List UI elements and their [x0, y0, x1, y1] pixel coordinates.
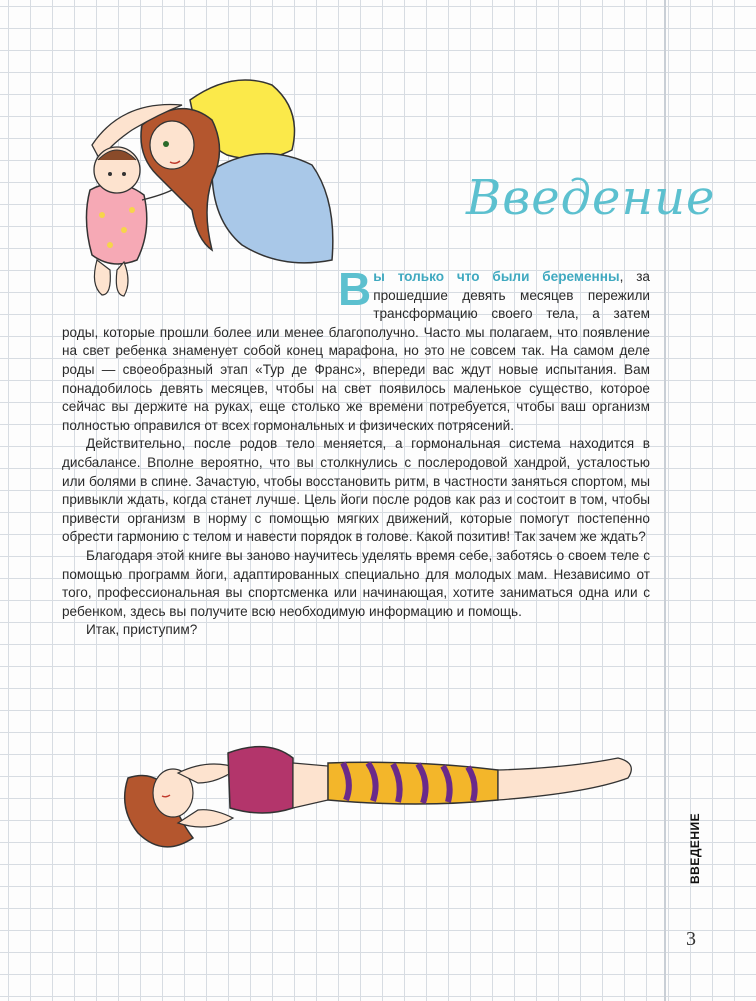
lying-woman-illustration [118, 738, 648, 868]
paragraph-intro [62, 263, 650, 435]
margin-rule [664, 0, 666, 1001]
paragraph-intro-rest: , за прошедшие девять месяцев пережили трансформацию своего тела, а затем роды, которые прошли более или менее благополучно. Часто мы полагаем, что появление на свет ребенка знаменует собой конец марафона, но это не совсем так. На самом деле роды — своеобразный этап «Тур де Франс», впереди вас ждут новые испытания. Вам понадобилось девять месяцев, чтобы на свет появилось маленькое существо, которое сейчас вы держите на руках, еще столько же времени потребуется, чтобы ваш организм полностью оправился от всех гормональных и физических потрясений. [62, 269, 650, 433]
page-number: 3 [686, 928, 696, 950]
paragraph-closing: Итак, приступим? [86, 622, 198, 638]
paragraph-body-2: Действительно, после родов тело меняется, а гормональная система находится в дисбалансе. Вполне вероятно, что вы столкнулись с послеродовой хандрой, усталостью или болями в спине. Зачастую, чтобы восстановить ритм, в частности заняться спортом, мы привыкли ждать, когда станет лучше. Цель йоги после родов как раз и состоит в том, чтобы привести организм в норму с помощью мягких движений, которые помогут постепенно обрести гармонию с телом и навести порядок в голове. Какой позитив! Так зачем же ждать? [62, 436, 650, 545]
drop-cap: В [338, 263, 372, 315]
lead-phrase: ы только что были беременны [373, 269, 620, 284]
section-sidebar-label: ВВЕДЕНИЕ [688, 812, 702, 884]
body-text [62, 263, 650, 640]
page-title: Введение [466, 170, 716, 226]
paragraph-body-3: Благодаря этой книге вы заново научитесь уделять время себе, заботясь о своем теле с помощью программ йоги, адаптированных специально для молодых мам. Независимо от того, профессиональная вы спортсменка или начинающая, хотите заниматься одна или с ребенком, здесь вы получите всю необходимую информацию и помощь. [62, 547, 650, 619]
